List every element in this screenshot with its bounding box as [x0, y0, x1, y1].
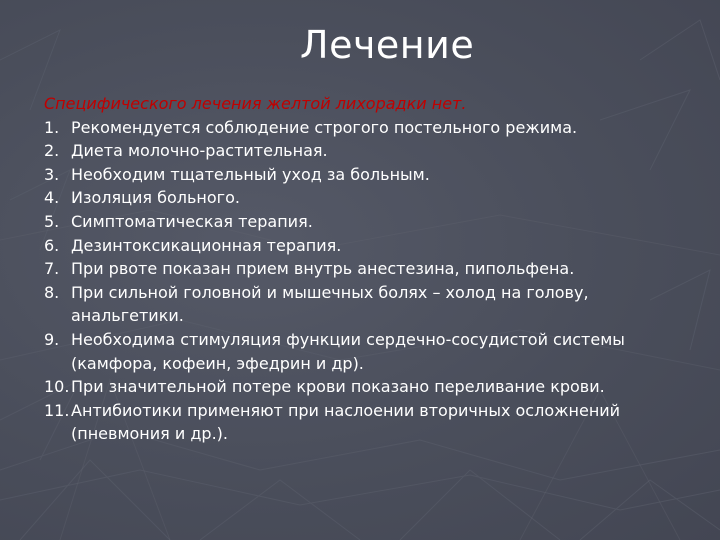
list-item-number: 11. — [44, 400, 70, 420]
list-item-text: Дезинтоксикационная терапия. — [71, 235, 342, 255]
treatment-list — [44, 116, 704, 446]
list-item-text: Изоляция больного. — [71, 188, 240, 208]
list-item-text: Рекомендуется соблюдение строгого постельного режима. — [71, 117, 578, 137]
list-item — [44, 139, 704, 163]
list-item-number: 8. — [44, 282, 60, 302]
list-item — [44, 116, 704, 140]
list-item-text: Необходим тщательный уход за больным. — [71, 164, 430, 184]
list-item-number: 6. — [44, 235, 60, 255]
list-item-text: Симптоматическая терапия. — [71, 211, 313, 231]
list-item — [44, 257, 704, 281]
list-item — [44, 281, 704, 328]
list-item — [44, 186, 704, 210]
list-item-text: Необходима стимуляция функции сердечно-сосудистой системы (камфора, кофеин, эфедрин и др). — [71, 329, 625, 373]
slide-body — [44, 92, 704, 446]
list-item-number: 4. — [44, 188, 60, 208]
list-item-number: 10. — [44, 377, 70, 397]
list-item-number: 9. — [44, 329, 60, 349]
list-item-number: 3. — [44, 164, 60, 184]
slide-title: Лечение — [300, 23, 475, 67]
list-item — [44, 399, 704, 446]
list-item-text: При рвоте показан прием внутрь анестезина, пипольфена. — [71, 259, 575, 279]
list-item — [44, 328, 704, 375]
list-item-number: 2. — [44, 141, 60, 161]
list-item-text: При значительной потере крови показано переливание крови. — [71, 377, 605, 397]
list-item-text: При сильной головной и мышечных болях – холод на голову, анальгетики. — [71, 282, 589, 326]
list-item-number: 1. — [44, 117, 60, 137]
list-item-text: Диета молочно-растительная. — [71, 141, 328, 161]
list-item-number: 7. — [44, 259, 60, 279]
list-item — [44, 234, 704, 258]
intro-text: Специфического лечения желтой лихорадки нет. — [44, 94, 467, 113]
list-item-number: 5. — [44, 211, 60, 231]
list-item-text: Антибиотики применяют при наслоении вторичных осложнений (пневмония и др.). — [71, 400, 621, 444]
list-item — [44, 163, 704, 187]
list-item — [44, 210, 704, 234]
list-item — [44, 375, 704, 399]
